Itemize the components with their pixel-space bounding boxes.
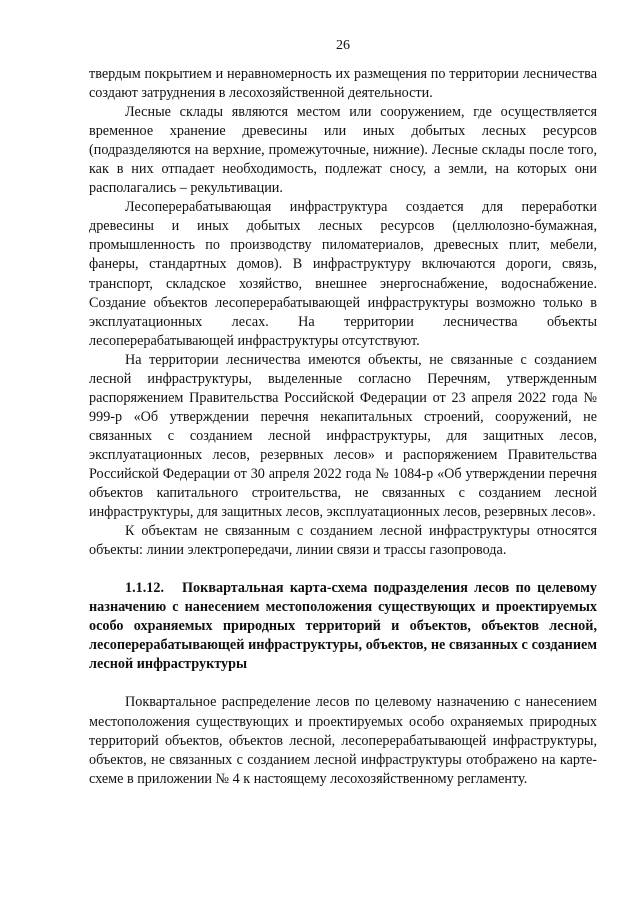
paragraph-non-infrastructure-objects: На территории лесничества имеются объекты, не связанные с созданием лесной инфраструктуры, выделенные согласно Перечням, утвержденным распоряжением Правительства Российской Федерации от 23 апреля 2022 года № 999-р «Об утверждении перечня некапитальных строений, сооружений, не связанных с созданием лесной инфраструктуры, для защитных лесов, эксплуатационных лесов, резервных лесов» и распоряжением Правительства Российской Федерации от 30 апреля 2022 года № 1084-р «Об утверждении перечня объектов капитального строительства, не связанных с созданием лесной инфраструктуры, для защитных лесов, эксплуатационных лесов, резервных лесов». bbox=[89, 351, 597, 521]
paragraph-object-types: К объектам не связанным с созданием лесной инфраструктуры относятся объекты: линии электропередачи, линии связи и трассы газопровода. bbox=[89, 523, 597, 559]
section-title: Поквартальная карта-схема подразделения лесов по целевому назначению с нанесением местоположения существующих и проектируемых особо охраняемых природных территорий и объектов, объектов лесной, лесоперерабатывающей инфраструктуры, объектов, не связанных с созданием лесной инфраструктуры bbox=[89, 580, 597, 673]
section-heading bbox=[89, 579, 597, 674]
paragraph-processing-infrastructure: Лесоперерабатывающая инфраструктура создается для переработки древесины и иных добытых лесных ресурсов (целлюлозно-бумажная, промышленность по производству пиломатериалов, древесных плит, мебели, фанеры, стандартных домов). В инфраструктуру включаются дороги, связь, транспорт, складское хозяйство, внешнее энергоснабжение, водоснабжение. Создание объектов лесоперерабатывающей инфраструктуры возможно только в эксплуатационных лесах. На территории лесничества объекты лесоперерабатывающей инфраструктуры отсутствуют. bbox=[89, 199, 597, 349]
paragraph-forest-warehouses: Лесные склады являются местом или сооружением, где осуществляется временное хранение древесины или иных добытых лесных ресурсов (подразделяются на верхние, промежуточные, нижние). Лесные склады после того, как в них отпадает необходимость, подлежат сносу, а земли, на которых они располагались – рекультивации. bbox=[89, 104, 597, 197]
paragraph-section-body: Поквартальное распределение лесов по целевому назначению с нанесением местоположения существующих и проектируемых особо охраняемых природных территорий объектов, объектов лесной, лесоперерабатывающей инфраструктуры, объектов, не связанных с созданием лесной инфраструктуры отображено на карте-схеме в приложении № 4 к настоящему лесохозяйственному регламенту. bbox=[89, 694, 597, 787]
paragraph-continuation: твердым покрытием и неравномерность их размещения по территории лесничества создают затруднения в лесохозяйственной деятельности. bbox=[89, 66, 597, 102]
section-number: 1.1.12. bbox=[125, 580, 165, 597]
document-body bbox=[89, 65, 597, 789]
page-number: 26 bbox=[336, 38, 350, 53]
